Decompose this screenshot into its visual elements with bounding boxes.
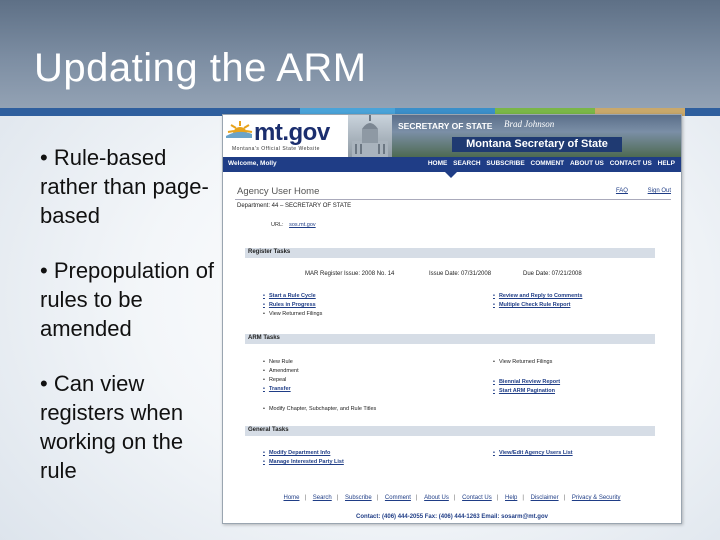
footer-disclaimer-link[interactable]: Disclaimer bbox=[530, 495, 559, 501]
manage-interested-party-link[interactable]: • Manage Interested Party List bbox=[263, 459, 344, 465]
nav-help[interactable]: HELP bbox=[657, 160, 675, 167]
multiple-check-report-link[interactable]: • Multiple Check Rule Report bbox=[493, 302, 570, 308]
footer-comment-link[interactable]: Comment bbox=[384, 495, 411, 501]
nav-subscribe[interactable]: SUBSCRIBE bbox=[486, 160, 525, 167]
bullet-item: • Prepopulation of rules to be amended bbox=[40, 258, 215, 341]
amendment-link[interactable]: • Amendment bbox=[263, 368, 299, 374]
site-header bbox=[223, 115, 681, 157]
register-tasks-header bbox=[245, 248, 655, 258]
section-title: ARM Tasks bbox=[248, 335, 280, 341]
start-arm-pagination-link[interactable]: • Start ARM Pagination bbox=[493, 388, 555, 394]
view-returned-filings-arm-link[interactable]: • View Returned Filings bbox=[493, 359, 552, 365]
nav-pointer-icon bbox=[445, 172, 457, 178]
welcome-text: Welcome, Molly bbox=[228, 160, 277, 167]
nav-links bbox=[424, 160, 675, 167]
sun-icon bbox=[226, 120, 256, 138]
modify-titles-link[interactable]: • Modify Chapter, Subchapter, and Rule Titles bbox=[263, 406, 376, 412]
url-label: URL: bbox=[271, 222, 284, 228]
review-comments-link[interactable]: • Review and Reply to Comments bbox=[493, 293, 582, 299]
footer-home-link[interactable]: Home bbox=[283, 495, 300, 501]
footer-links: Home | Search | Subscribe | Comment | About Us | Contact Us | Help | Disclaimer | Privacy & Security bbox=[283, 495, 621, 501]
sos-banner bbox=[392, 115, 681, 157]
view-edit-agency-users-link[interactable]: • View/Edit Agency Users List bbox=[493, 450, 573, 456]
new-rule-link[interactable]: • New Rule bbox=[263, 359, 293, 365]
rules-in-progress-link[interactable]: • Rules in Progress bbox=[263, 302, 316, 308]
url-row bbox=[271, 222, 316, 228]
url-link[interactable]: sos.mt.gov bbox=[289, 222, 316, 228]
repeal-link[interactable]: • Repeal bbox=[263, 377, 286, 383]
biennial-review-link[interactable]: • Biennial Review Report bbox=[493, 379, 560, 385]
bullet-item: • Can view registers when working on the rule bbox=[40, 371, 184, 483]
nav-contact-us[interactable]: CONTACT US bbox=[609, 160, 652, 167]
footer-contact-link[interactable]: Contact Us bbox=[462, 495, 492, 501]
modify-department-info-link[interactable]: • Modify Department Info bbox=[263, 450, 330, 456]
transfer-link[interactable]: • Transfer bbox=[263, 386, 291, 392]
section-title: Register Tasks bbox=[248, 249, 291, 255]
banner-label: SECRETARY OF STATE bbox=[398, 121, 493, 131]
sign-out-link[interactable]: Sign Out bbox=[647, 188, 671, 194]
contact-info: Contact: (406) 444-2055 Fax: (406) 444-1263 Email: sosarm@mt.gov bbox=[356, 514, 548, 520]
nav-about-us[interactable]: ABOUT US bbox=[569, 160, 604, 167]
page-heading: Agency User Home bbox=[237, 186, 320, 197]
stripe-end bbox=[685, 108, 720, 116]
footer-subscribe-link[interactable]: Subscribe bbox=[344, 495, 372, 501]
site-logo[interactable] bbox=[226, 118, 348, 154]
general-tasks-header bbox=[245, 426, 655, 436]
bullet-item: • Rule-based rather than page-based bbox=[40, 145, 209, 228]
banner-name: Montana Secretary of State bbox=[452, 137, 622, 152]
nav-search[interactable]: SEARCH bbox=[453, 160, 481, 167]
nav-comment[interactable]: COMMENT bbox=[530, 160, 565, 167]
header-links bbox=[598, 188, 671, 194]
department-label: Department: 44 – SECRETARY OF STATE bbox=[237, 203, 352, 209]
capitol-icon bbox=[348, 115, 392, 157]
view-returned-filings-link[interactable]: • View Returned Filings bbox=[263, 311, 322, 317]
footer-about-link[interactable]: About Us bbox=[424, 495, 449, 501]
slide-title: Updating the ARM bbox=[34, 46, 367, 90]
register-issue-date: Issue Date: 07/31/2008 bbox=[429, 271, 492, 277]
register-issue: MAR Register Issue: 2008 No. 14 bbox=[305, 271, 395, 277]
nav-home[interactable]: HOME bbox=[427, 160, 448, 167]
banner-signature: Brad Johnson bbox=[504, 119, 555, 129]
logo-text: mt.gov bbox=[254, 119, 330, 146]
capitol-image bbox=[348, 115, 392, 157]
start-rule-cycle-link[interactable]: • Start a Rule Cycle bbox=[263, 293, 316, 299]
footer-privacy-link[interactable]: Privacy & Security bbox=[571, 495, 621, 501]
bullet-list bbox=[40, 143, 215, 511]
logo-subtitle: Montana's Official State Website bbox=[232, 146, 320, 152]
divider bbox=[235, 199, 671, 200]
register-due-date: Due Date: 07/21/2008 bbox=[523, 271, 582, 277]
footer-help-link[interactable]: Help bbox=[505, 495, 518, 501]
arm-tasks-header bbox=[245, 334, 655, 344]
faq-link[interactable]: FAQ bbox=[615, 188, 628, 194]
embedded-screenshot bbox=[222, 114, 682, 524]
section-title: General Tasks bbox=[248, 427, 289, 433]
footer-search-link[interactable]: Search bbox=[312, 495, 332, 501]
nav-bar bbox=[223, 157, 681, 172]
